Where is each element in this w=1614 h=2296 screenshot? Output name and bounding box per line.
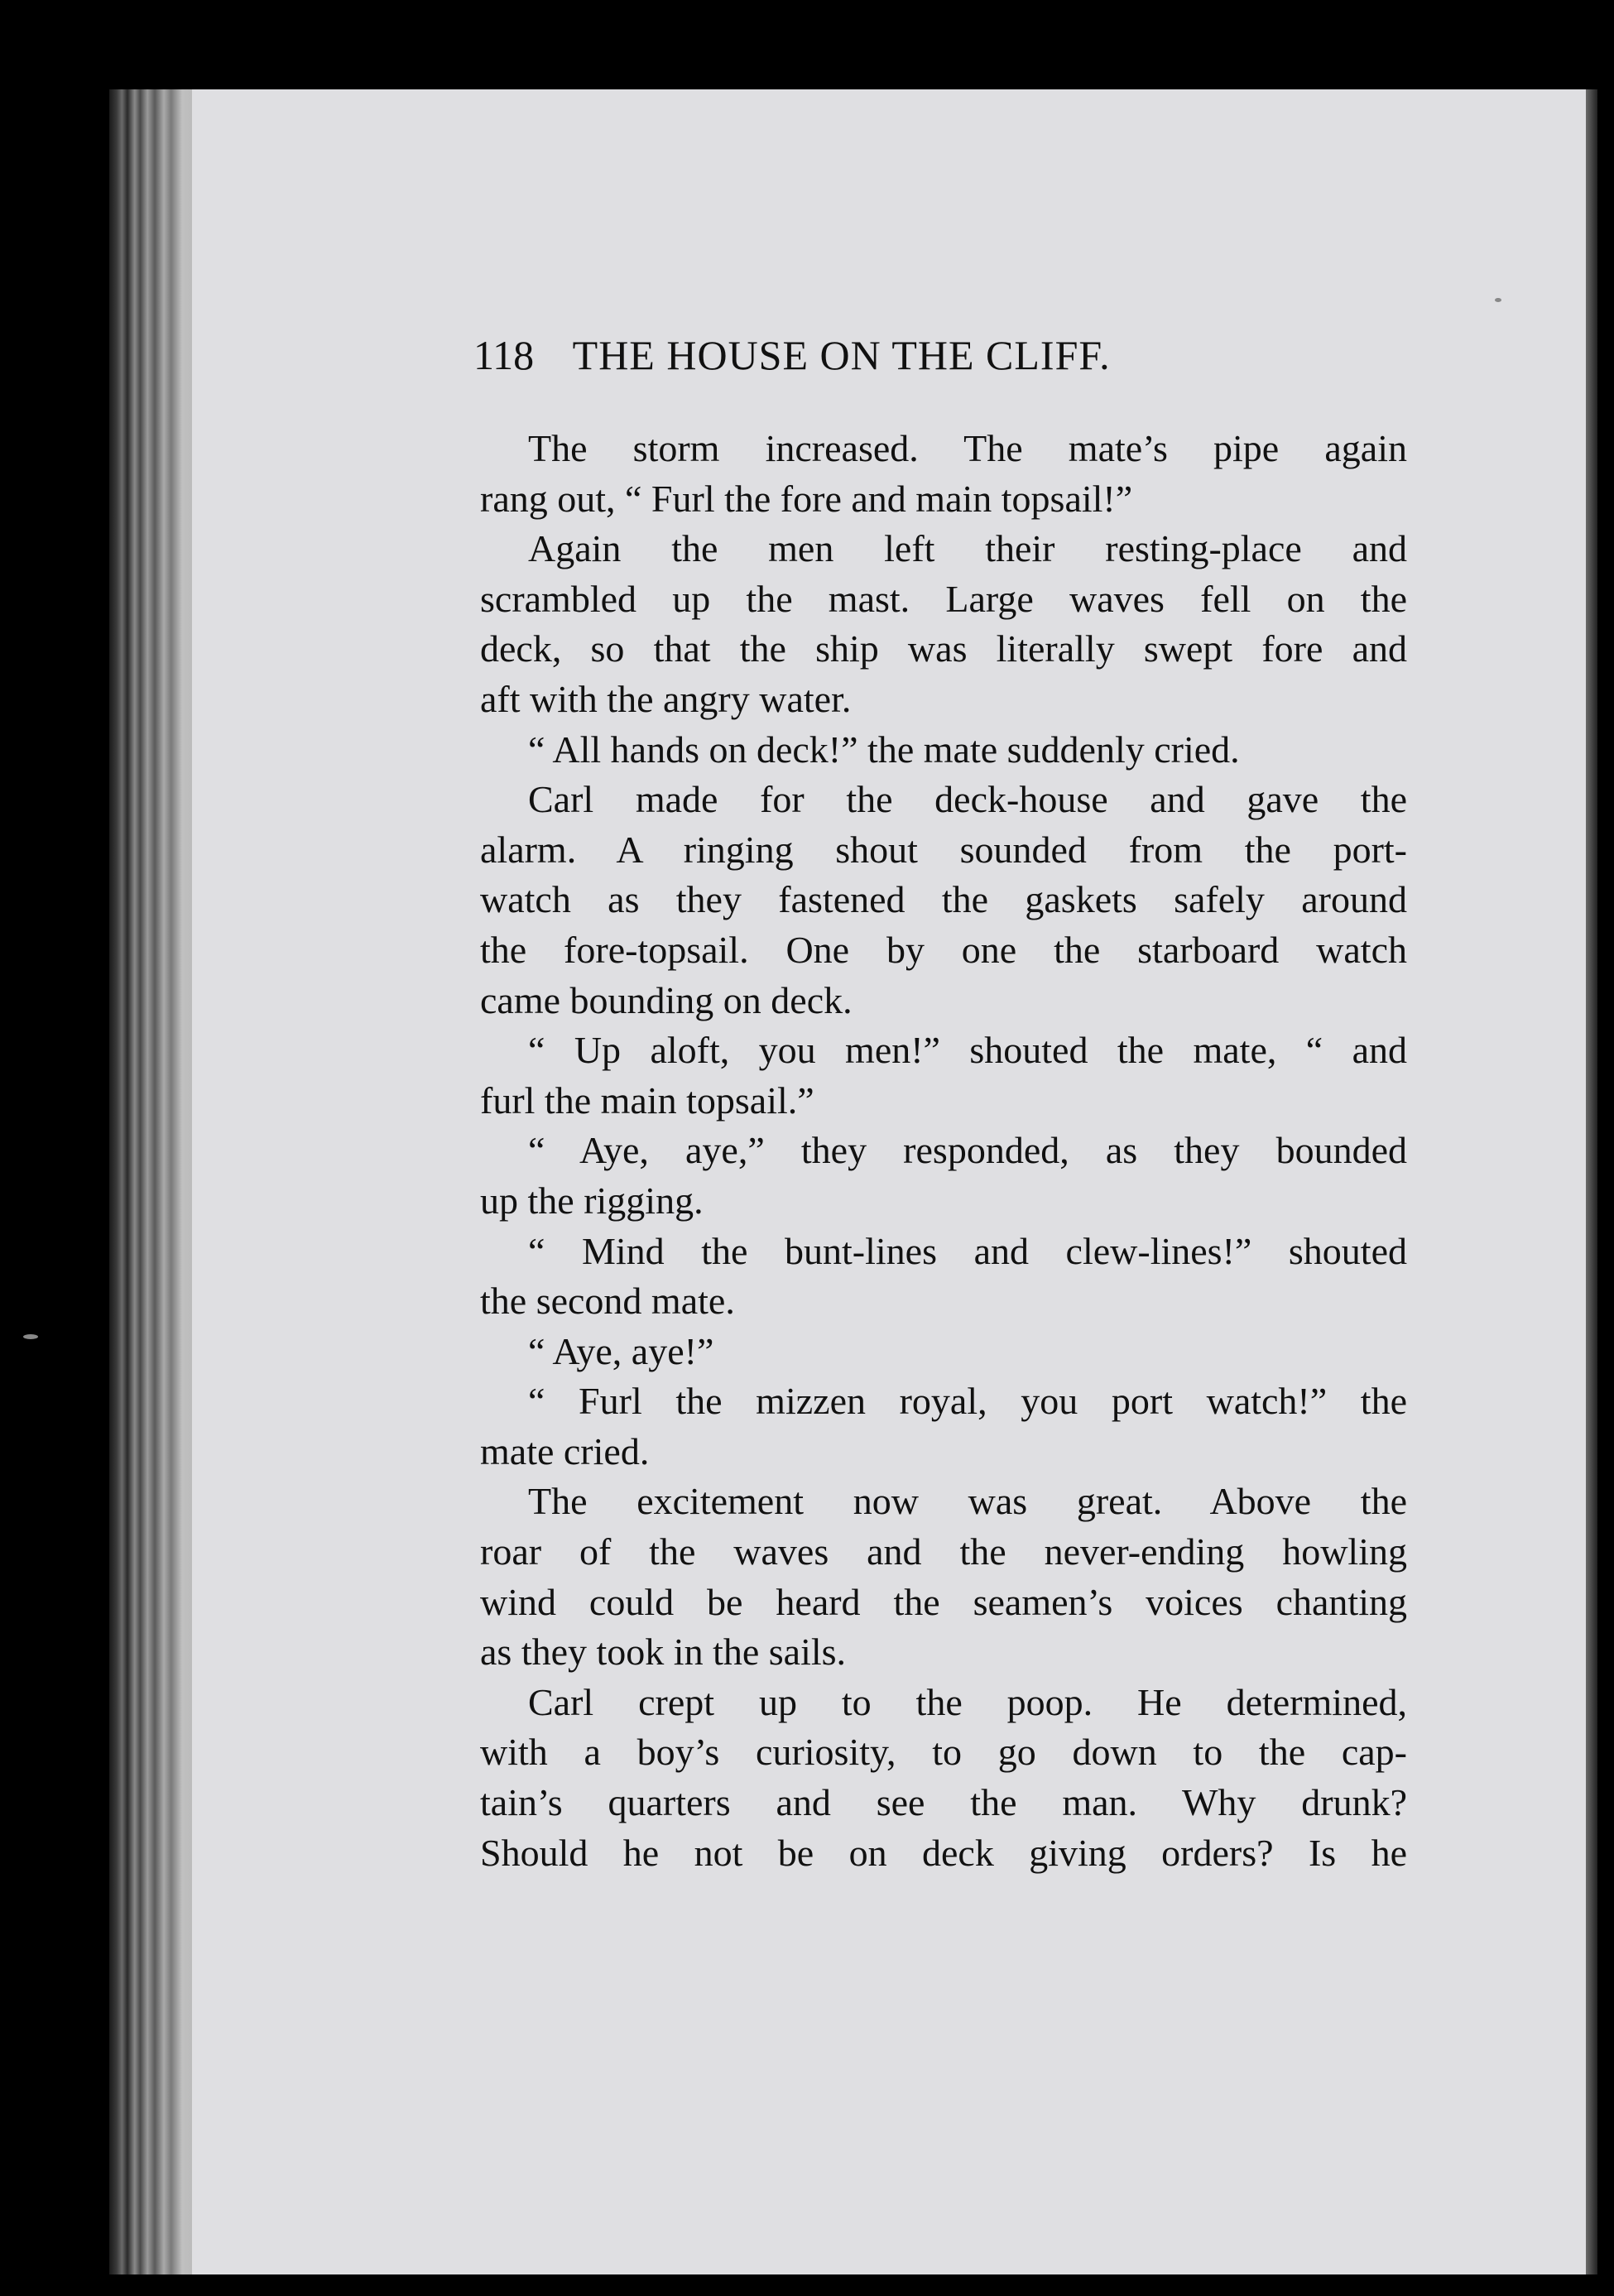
- page-number: 118: [473, 332, 535, 378]
- text-line: mate cried.: [480, 1429, 650, 1472]
- text-line: the second mate.: [480, 1280, 735, 1323]
- text-line: The storm increased. The mate’s pipe again: [528, 427, 1407, 469]
- text-line: tain’s quarters and see the man. Why drunk?: [480, 1781, 1407, 1824]
- text-line: alarm. A ringing shout sounded from the port-: [480, 828, 1407, 871]
- book-title: THE HOUSE ON THE CLIFF.: [572, 332, 1111, 378]
- text-line: aft with the angry water.: [480, 677, 852, 720]
- body-text: [480, 424, 1407, 1878]
- text-line: “ All hands on deck!” the mate suddenly cried.: [528, 728, 1240, 771]
- text-line: “ Up aloft, you men!” shouted the mate, “ and: [528, 1029, 1407, 1072]
- text-line: up the rigging.: [480, 1179, 704, 1222]
- text-line: the fore-topsail. One by one the starboard watch: [480, 928, 1407, 971]
- page-stack-edge: [109, 89, 200, 2274]
- text-line: The excitement now was great. Above the: [528, 1480, 1407, 1523]
- page-right-edge: [1586, 89, 1597, 2274]
- text-line: came bounding on deck.: [480, 978, 853, 1021]
- text-line: rang out, “ Furl the fore and main topsail!”: [480, 477, 1133, 520]
- text-line: deck, so that the ship was literally swept fore and: [480, 627, 1407, 670]
- text-line: Carl crept up to the poop. He determined,: [528, 1680, 1407, 1723]
- text-line: scrambled up the mast. Large waves fell on the: [480, 577, 1407, 620]
- text-line: “ Aye, aye,” they responded, as they bounded: [528, 1129, 1407, 1172]
- text-line: with a boy’s curiosity, to go down to the cap-: [480, 1731, 1407, 1774]
- text-line: Should he not be on deck giving orders? Is he: [480, 1831, 1407, 1874]
- text-line: wind could be heard the seamen’s voices chanting: [480, 1580, 1407, 1623]
- text-line: furl the main topsail.”: [480, 1078, 814, 1122]
- running-head: [473, 331, 1434, 389]
- text-line: as they took in the sails.: [480, 1631, 847, 1674]
- text-line: Carl made for the deck-house and gave the: [528, 778, 1407, 821]
- text-line: watch as they fastened the gaskets safely around: [480, 878, 1407, 921]
- text-line: “ Aye, aye!”: [528, 1329, 714, 1372]
- text-line: roar of the waves and the never-ending howling: [480, 1530, 1407, 1573]
- dust-speck: [1495, 298, 1501, 302]
- text-line: Again the men left their resting-place and: [528, 527, 1407, 570]
- text-line: “ Mind the bunt-lines and clew-lines!” shouted: [528, 1229, 1407, 1272]
- text-line: “ Furl the mizzen royal, you port watch!” the: [528, 1380, 1407, 1423]
- dust-speck: [23, 1334, 38, 1339]
